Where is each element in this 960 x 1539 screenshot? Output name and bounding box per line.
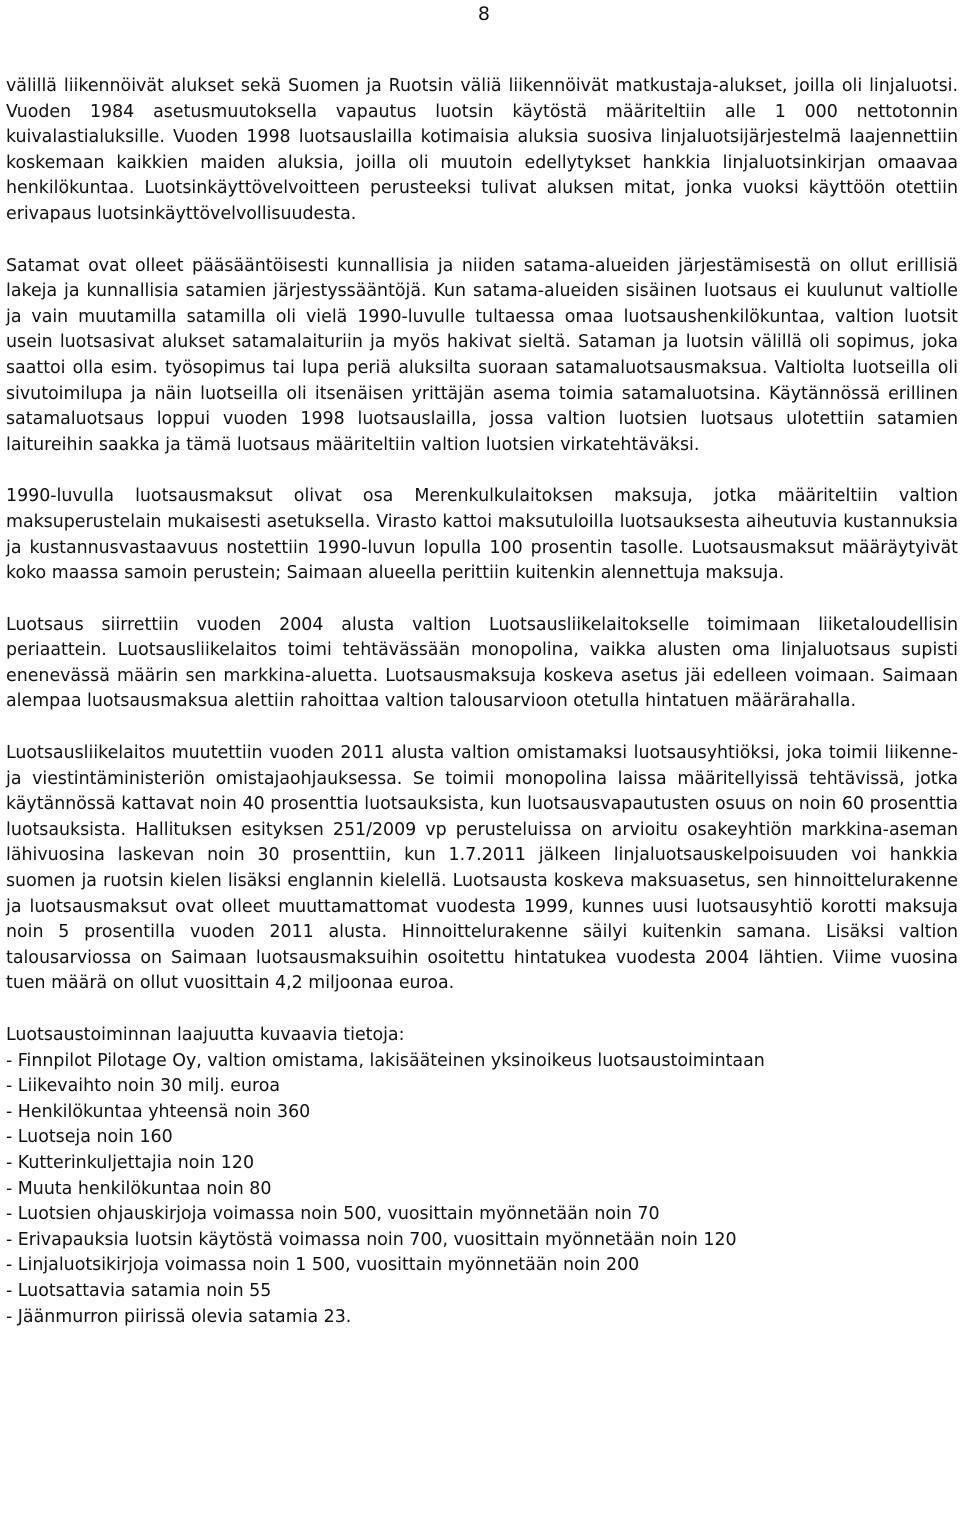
paragraph-enterprise-2004: Luotsaus siirrettiin vuoden 2004 alusta valtion Luotsausliikelaitokselle toimimaan liiketaloudellisin periaattein. Luotsausliikelaitos toimi tehtävässään monopolina, vaikka alusten oma linjaluotsaus supisti enenevässä määrin sen markkina-aluetta. Luotsausmaksuja koskeva asetus jäi edelleen voimaan. Saimaan alempaa luotsausmaksua alettiin rahoittaa valtion talousarvioon otetulla hintatuen määrärahalla. [6, 614, 958, 712]
list-item: - Liikevaihto noin 30 milj. euroa [6, 1076, 281, 1097]
list-item: - Jäänmurron piirissä olevia satamia 23. [6, 1306, 352, 1327]
list-item: - Muuta henkilökuntaa noin 80 [6, 1178, 272, 1199]
paragraph-company-2011: Luotsausliikelaitos muutettiin vuoden 2011 alusta valtion omistamaksi luotsausyhtiöksi, joka toimii liikenne- ja viestintäministeriön omistajaohjauksessa. Se toimii monopolina laissa määritellyissä tehtävissä, jotka käytännössä kattavat noin 40 prosenttia luotsauksista, kun luotsausvapautusten osuus on noin 60 prosenttia luotsauksista. Hallituksen esityksen 251/2009 vp perusteluissa on arvioitu osakeyhtiön markkina-aseman lähivuosina laskevan noin 30 prosenttiin, kun 1.7.2011 jälkeen linjaluotsauskelpoisuuden voi hankkia suomen ja ruotsin kielen lisäksi englannin kielellä. Luotsausta koskeva maksuasetus, sen hinnoittelurakenne ja luotsausmaksut ovat olleet muuttamattomat vuodesta 1999, kunnes uusi luotsausyhtiö korotti maksuja noin 5 prosentilla vuoden 2011 alusta. Hinnoittelurakenne säilyi kuitenkin samana. Lisäksi valtion talousarviossa on Saimaan luotsausmaksuihin osoitettu hintatukea vuodesta 2004 lähtien. Viime vuosina tuen määrä on ollut vuosittain 4,2 miljoonaa euroa. [6, 743, 958, 994]
list-item: - Henkilökuntaa yhteensä noin 360 [6, 1101, 311, 1122]
document-body [6, 74, 958, 1330]
list-item: - Finnpilot Pilotage Oy, valtion omistama, lakisääteinen yksinoikeus luotsaustoimintaan [6, 1050, 765, 1071]
list-item: - Luotsattavia satamia noin 55 [6, 1280, 272, 1301]
list-item: - Erivapauksia luotsin käytöstä voimassa noin 700, vuosittain myönnetään noin 120 [6, 1229, 737, 1250]
paragraph-harbours: Satamat ovat olleet pääsääntöisesti kunnallisia ja niiden satama-alueiden järjestämisestä on ollut erillisiä lakeja ja kunnallisia satamien järjestyssääntöjä. Kun satama-alueiden sisäinen luotsaus ei kuulunut valtiolle ja vain muutamilla satamilla oli vielä 1990-luvulle tultaessa omaa luotsaushenkilökuntaa, valtion luotsit usein luotsasivat alukset satamalaituriin ja myös hakivat sieltä. Sataman ja luotsin välillä oli sopimus, joka saattoi olla esim. työsopimus tai lupa periä aluksilta suoraan satamaluotsausmaksua. Valtiolta luotseilla oli sivutoimilupa ja näin luotseilla oli itsenäisen yrittäjän asema toimia satamaluotsina. Käytännössä erillinen satamaluotsaus loppui vuoden 1998 luotsauslailla, jossa valtion luotsien luotsaus ulotettiin satamien laitureihin saakka ja tämä luotsaus määriteltiin valtion luotsien virkatehtäväksi. [6, 255, 958, 455]
list-item: - Luotseja noin 160 [6, 1127, 173, 1148]
paragraph-fees-1990s: 1990-luvulla luotsausmaksut olivat osa Merenkulkulaitoksen maksuja, jotka määriteltiin valtion maksuperustelain mukaisesti asetuksella. Virasto kattoi maksutuloilla luotsauksesta aiheutuvia kustannuksia ja kustannusvastaavuus nostettiin 1990-luvun lopulla 100 prosentin tasolle. Luotsausmaksut määräytyivät koko maassa samoin perustein; Saimaan alueella perittiin kuitenkin alennettuja maksuja. [6, 486, 958, 584]
list-item: - Linjaluotsikirjoja voimassa noin 1 500, vuosittain myönnetään noin 200 [6, 1255, 640, 1276]
facts-heading: Luotsaustoiminnan laajuutta kuvaavia tietoja: [6, 1025, 405, 1045]
page-number: 8 [477, 3, 490, 25]
list-item: - Kutterinkuljettajia noin 120 [6, 1152, 255, 1173]
paragraph-pilotage-history: välillä liikennöivät alukset sekä Suomen ja Ruotsin väliä liikennöivät matkustaja-alukset, joilla oli linjaluotsi. Vuoden 1984 asetusmuutoksella vapautus luotsin käytöstä määriteltiin alle 1 000 nettotonnin kuivalastialuksille. Vuoden 1998 luotsauslailla kotimaisia aluksia suosiva linjaluotsijärjestelmä laajennettiin koskemaan kaikkien maiden aluksia, joilla oli muutoin edellytykset hankkia linjaluotsinkirjan omaavaa henkilökuntaa. Luotsinkäyttövelvoitteen perusteeksi tulivat aluksen mitat, jonka vuoksi käyttöön otettiin erivapaus luotsinkäyttövelvollisuudesta. [6, 76, 958, 224]
facts-list [6, 1049, 958, 1331]
list-item: - Luotsien ohjauskirjoja voimassa noin 500, vuosittain myönnetään noin 70 [6, 1204, 660, 1225]
